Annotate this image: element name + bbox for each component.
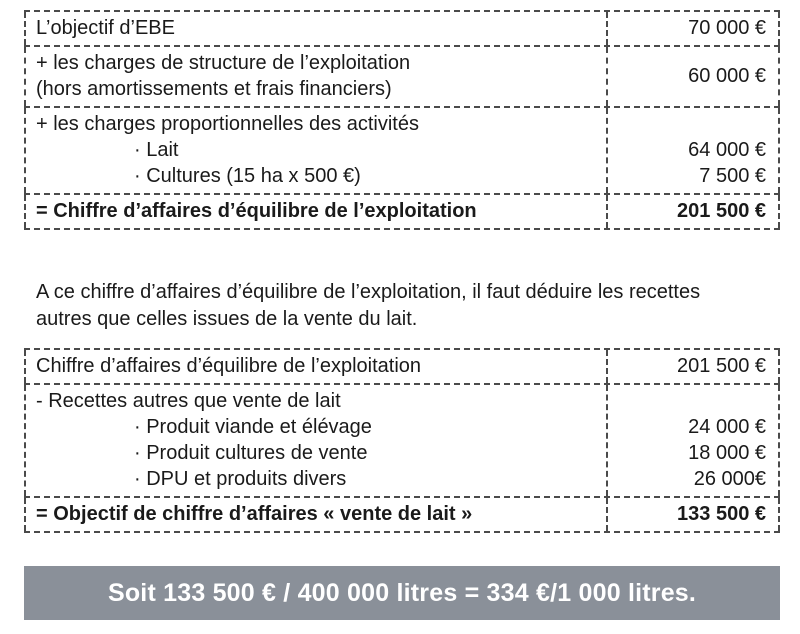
bullet-item: · Produit viande et élévage: [134, 416, 372, 438]
table-row: [24, 385, 780, 498]
value-text: 64 000 €: [688, 139, 766, 161]
value-text: 26 000€: [693, 468, 766, 490]
row-value: [608, 108, 780, 193]
table-row: [24, 108, 780, 195]
total-row: [24, 498, 780, 533]
label-line: - Recettes autres que vente de lait: [36, 390, 341, 412]
total-label: = Chiffre d’affaires d’équilibre de l’exploitation: [24, 195, 608, 228]
value-text: 133 500 €: [677, 503, 766, 525]
row-label: [24, 47, 608, 106]
label-line: (hors amortissements et frais financiers): [36, 78, 392, 100]
budget-table: [24, 10, 780, 230]
row-label: [24, 385, 608, 496]
bullet-item: · DPU et produits divers: [134, 468, 347, 490]
value-text: 70 000 €: [688, 17, 766, 39]
milk-revenue-table: [24, 348, 780, 533]
label-line: + les charges de structure de l’exploitation: [36, 52, 411, 74]
value-text: 201 500 €: [677, 355, 766, 377]
table-row: [24, 348, 780, 385]
value-text: 18 000 €: [688, 442, 766, 464]
value-text: 24 000 €: [688, 416, 766, 438]
row-label: Chiffre d’affaires d’équilibre de l’exploitation: [24, 350, 608, 383]
bullet-item: · Lait: [134, 139, 179, 161]
bullet-item: · Produit cultures de vente: [134, 442, 368, 464]
row-value: [608, 47, 780, 106]
bullet-item: · Cultures (15 ha x 500 €): [134, 165, 361, 187]
value-text: 201 500 €: [677, 200, 766, 222]
total-value: [608, 195, 780, 228]
row-label: [24, 108, 608, 193]
row-label: L’objectif d’EBE: [24, 12, 608, 45]
total-label: = Objectif de chiffre d’affaires « vente de lait »: [24, 498, 608, 531]
explanation-paragraph: A ce chiffre d’affaires d’équilibre de l’exploitation, il faut déduire les recettes autres que celles issues de la vente du lait.: [36, 281, 701, 330]
total-value: [608, 498, 780, 531]
table-row: [24, 47, 780, 108]
row-value: [608, 385, 780, 496]
value-text: 60 000 €: [688, 65, 766, 87]
row-value: [608, 350, 780, 383]
result-banner: Soit 133 500 € / 400 000 litres = 334 €/1 000 litres.: [24, 566, 780, 620]
value-text: 7 500 €: [699, 165, 766, 187]
row-value: [608, 12, 780, 45]
total-row: [24, 195, 780, 230]
table-row: [24, 10, 780, 47]
label-line: + les charges proportionnelles des activités: [36, 113, 419, 135]
